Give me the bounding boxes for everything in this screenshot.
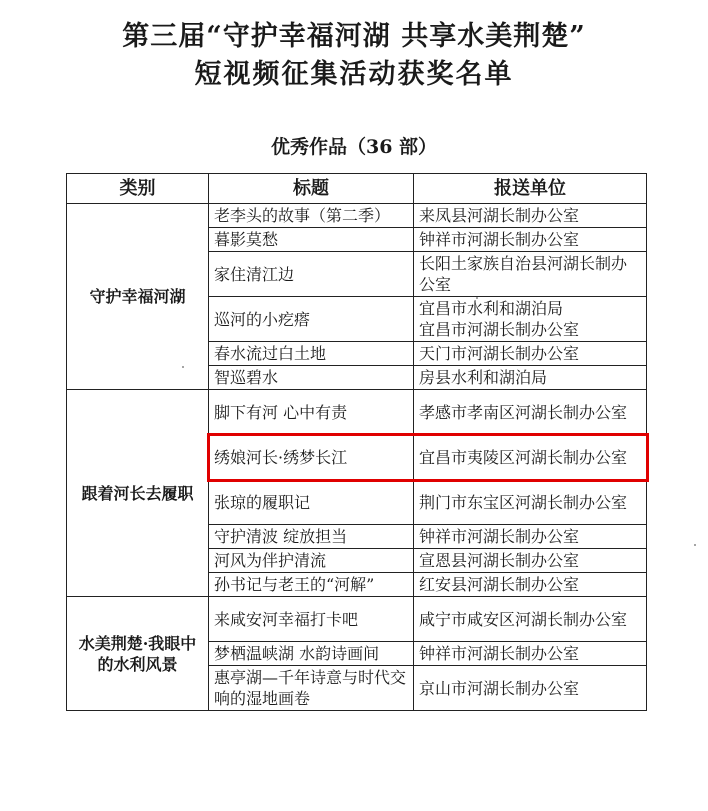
work-title-cell: 梦栖温峡湖 水韵诗画间 [209,642,414,666]
submitting-unit-cell: 钟祥市河湖长制办公室 [414,525,647,549]
scan-speck [476,297,478,299]
table-row [67,597,647,642]
work-title-cell: 巡河的小疙瘩 [209,297,414,342]
work-title-cell: 张琼的履职记 [209,480,414,525]
submitting-unit-cell: 宜昌市水利和湖泊局 宜昌市河湖长制办公室 [414,297,647,342]
submitting-unit-cell: 孝感市孝南区河湖长制办公室 [414,390,647,435]
work-title-cell: 智巡碧水 [209,366,414,390]
work-title-cell: 河风为伴护清流 [209,549,414,573]
submitting-unit-cell: 长阳土家族自治县河湖长制办公室 [414,252,647,297]
scan-speck [182,366,184,368]
submitting-unit-cell: 钟祥市河湖长制办公室 [414,642,647,666]
work-title-cell: 孙书记与老王的“河解” [209,573,414,597]
category-cell: 跟着河长去履职 [67,390,209,597]
work-title-cell: 守护清波 绽放担当 [209,525,414,549]
table-body [67,204,647,711]
work-title-cell: 脚下有河 心中有责 [209,390,414,435]
submitting-unit-cell: 宣恩县河湖长制办公室 [414,549,647,573]
work-title-cell: 老李头的故事（第二季） [209,204,414,228]
header-title: 标题 [209,174,414,204]
work-title-cell: 绣娘河长·绣梦长江 [209,435,414,480]
submitting-unit-cell: 钟祥市河湖长制办公室 [414,228,647,252]
header-category: 类别 [67,174,209,204]
work-title-cell: 惠亭湖—千年诗意与时代交响的湿地画卷 [209,666,414,711]
section-subtitle: 优秀作品（36 部） [270,136,438,158]
table-header [67,174,647,204]
document-title-line2: 短视频征集活动获奖名单 [194,59,514,90]
work-title-cell: 来咸安河幸福打卡吧 [209,597,414,642]
scan-speck [694,544,696,546]
submitting-unit-cell: 天门市河湖长制办公室 [414,342,647,366]
submitting-unit-cell: 宜昌市夷陵区河湖长制办公室 [414,435,647,480]
work-title-cell: 暮影莫愁 [209,228,414,252]
submitting-unit-cell: 京山市河湖长制办公室 [414,666,647,711]
category-cell: 水美荆楚·我眼中的水利风景 [67,597,209,711]
submitting-unit-cell: 荆门市东宝区河湖长制办公室 [414,480,647,525]
submitting-unit-cell: 咸宁市咸安区河湖长制办公室 [414,597,647,642]
category-cell: 守护幸福河湖 [67,204,209,390]
header-unit: 报送单位 [414,174,647,204]
submitting-unit-cell: 来凤县河湖长制办公室 [414,204,647,228]
document-title-line1: 第三届“守护幸福河湖 共享水美荆楚” [122,21,586,52]
table-row [67,204,647,228]
table-row [67,390,647,435]
submitting-unit-cell: 房县水利和湖泊局 [414,366,647,390]
work-title-cell: 春水流过白土地 [209,342,414,366]
awards-table [66,173,647,711]
work-title-cell: 家住清江边 [209,252,414,297]
submitting-unit-cell: 红安县河湖长制办公室 [414,573,647,597]
